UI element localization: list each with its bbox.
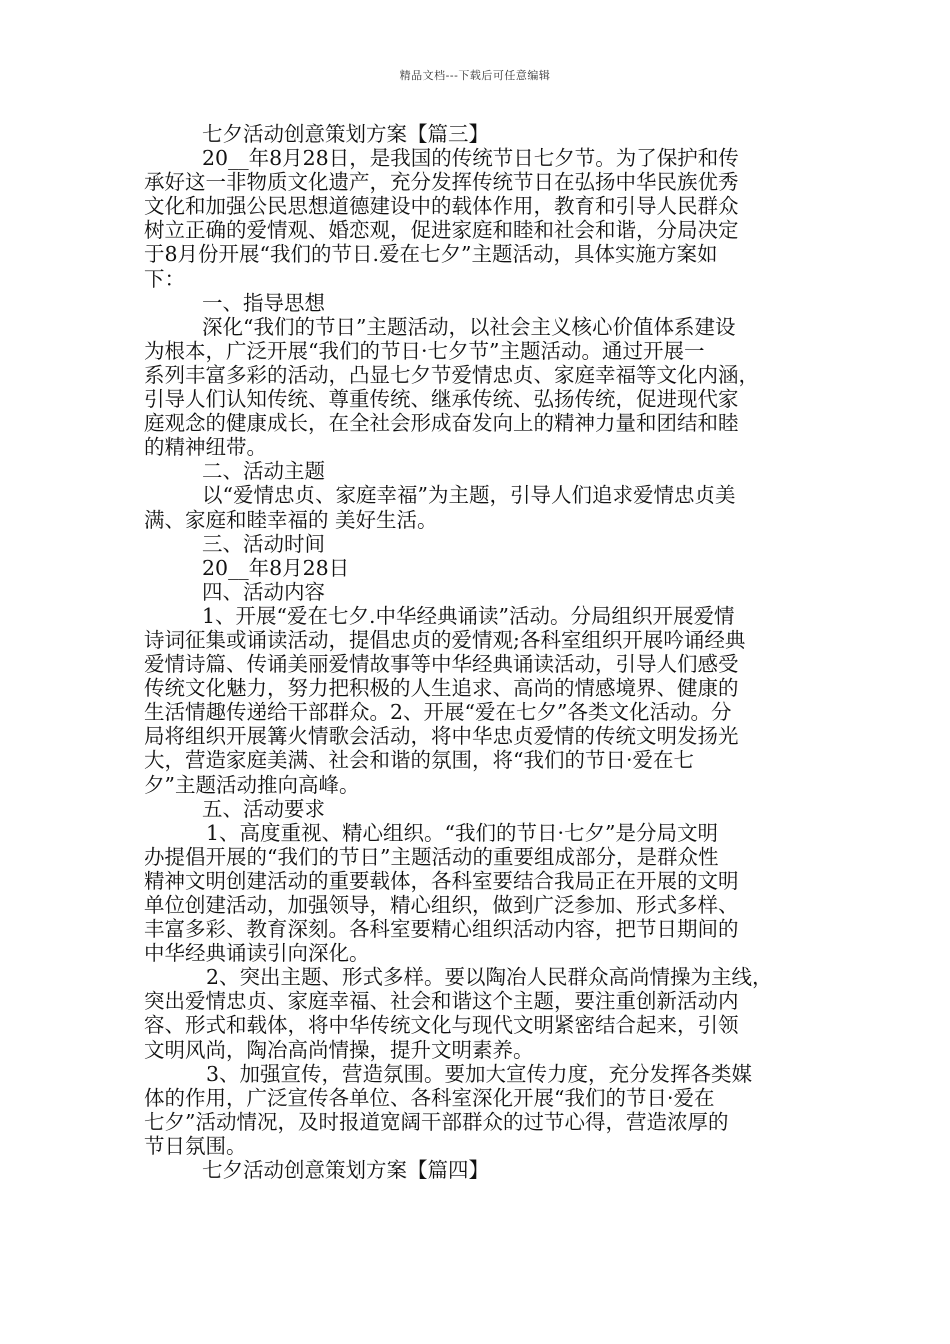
text-line: 文化和加强公民思想道德建设中的载体作用，教育和引导人民群众 [144, 194, 739, 219]
text-line: 为根本，广泛开展“我们的节日·七夕节”主题活动。通过开展一 [144, 338, 705, 363]
text-line: 办提倡开展的“我们的节日”主题活动的重要组成部分，是群众性 [144, 844, 719, 869]
text-line: 诗词征集或诵读活动，提倡忠贞的爱情观;各科室组织开展吟诵经典 [144, 627, 746, 652]
text-line: 引导人们认知传统、尊重传统、继承传统、弘扬传统，促进现代家 [144, 387, 739, 412]
text-line: 庭观念的健康成长，在全社会形成奋发向上的精神力量和团结和睦 [144, 411, 739, 436]
text-line: 下： [144, 266, 185, 291]
text-line: 容、形式和载体，将中华传统文化与现代文明紧密结合起来，引领 [144, 1013, 739, 1038]
text-line: 生活情趣传递给干部群众。2、开展“爱在七夕”各类文化活动。分 [144, 700, 732, 725]
text-line: 五、活动要求 [202, 796, 325, 821]
text-line: 体的作用，广泛宣传各单位、各科室深化开展“我们的节日·爱在 [144, 1085, 715, 1110]
text-line: 夕”主题活动推向高峰。 [144, 772, 360, 797]
text-line: 四、活动内容 [202, 579, 325, 604]
text-line: 文明风尚，陶冶高尚情操，提升文明素养。 [144, 1037, 534, 1062]
text-line: 深化“我们的节日”主题活动，以社会主义核心价值体系建设 [202, 314, 736, 339]
text-line: 系列丰富多彩的活动，凸显七夕节爱情忠贞、家庭幸福等文化内涵， [144, 362, 759, 387]
text-line: 局将组织开展篝火情歌会活动，将中华忠贞爱情的传统文明发扬光 [144, 724, 739, 749]
text-line: 七夕活动创意策划方案【篇三】 [202, 122, 489, 146]
text-line: 七夕活动创意策划方案【篇四】 [202, 1158, 489, 1183]
text-line: 二、活动主题 [202, 459, 325, 484]
text-line: 大，营造家庭美满、社会和谐的氛围，将“我们的节日·爱在七 [144, 748, 694, 773]
text-line: 树立正确的爱情观、婚恋观，促进家庭和睦和社会和谐，分局决定 [144, 218, 739, 243]
text-line: 以“爱情忠贞、家庭幸福”为主题，引导人们追求爱情忠贞美 [202, 483, 736, 508]
text-line: 精神文明创建活动的重要载体，各科室要结合我局正在开展的文明 [144, 868, 739, 893]
text-line: 中华经典诵读引向深化。 [144, 941, 370, 966]
text-line: 20__年8月28日 [202, 555, 350, 580]
text-line: 丰富多彩、教育深刻。各科室要精心组织活动内容，把节日期间的 [144, 917, 739, 942]
text-line: 传统文化魅力，努力把积极的人生追求、高尚的情感境界、健康的 [144, 676, 739, 701]
text-line: 节日氛围。 [144, 1133, 247, 1158]
text-line: 1、开展“爱在七夕.中华经典诵读”活动。分局组织开展爱情 [202, 603, 735, 628]
text-line: 2、突出主题、形式多样。要以陶冶人民群众高尚情操为主线， [206, 965, 773, 990]
text-line: 单位创建活动，加强领导，精心组织，做到广泛参加、形式多样、 [144, 893, 739, 917]
text-line: 满、家庭和睦幸福的 美好生活。 [144, 507, 438, 532]
document-body [144, 122, 810, 1182]
text-line: 20__年8月28日，是我国的传统节日七夕节。为了保护和传 [202, 146, 739, 171]
text-line: 七夕”活动情况，及时报道宽阔干部群众的过节心得，营造浓厚的 [144, 1109, 729, 1134]
text-line: 一、指导思想 [202, 290, 325, 315]
text-line: 1、高度重视、精心组织。“我们的节日·七夕”是分局文明 [206, 820, 719, 845]
text-line: 3、加强宣传，营造氛围。要加大宣传力度，充分发挥各类媒 [206, 1061, 753, 1086]
text-line: 的精神纽带。 [144, 435, 267, 460]
text-line: 承好这一非物质文化遗产，充分发挥传统节日在弘扬中华民族优秀 [144, 170, 739, 195]
text-line: 爱情诗篇、传诵美丽爱情故事等中华经典诵读活动，引导人们感受 [144, 652, 739, 677]
text-line: 三、活动时间 [202, 531, 325, 556]
text-line: 突出爱情忠贞、家庭幸福、社会和谐这个主题，要注重创新活动内 [144, 989, 739, 1014]
text-line: 于8月份开展“我们的节日.爱在七夕”主题活动，具体实施方案如 [144, 242, 718, 267]
header-note: 精品文档---下载后可任意编辑 [399, 69, 551, 82]
